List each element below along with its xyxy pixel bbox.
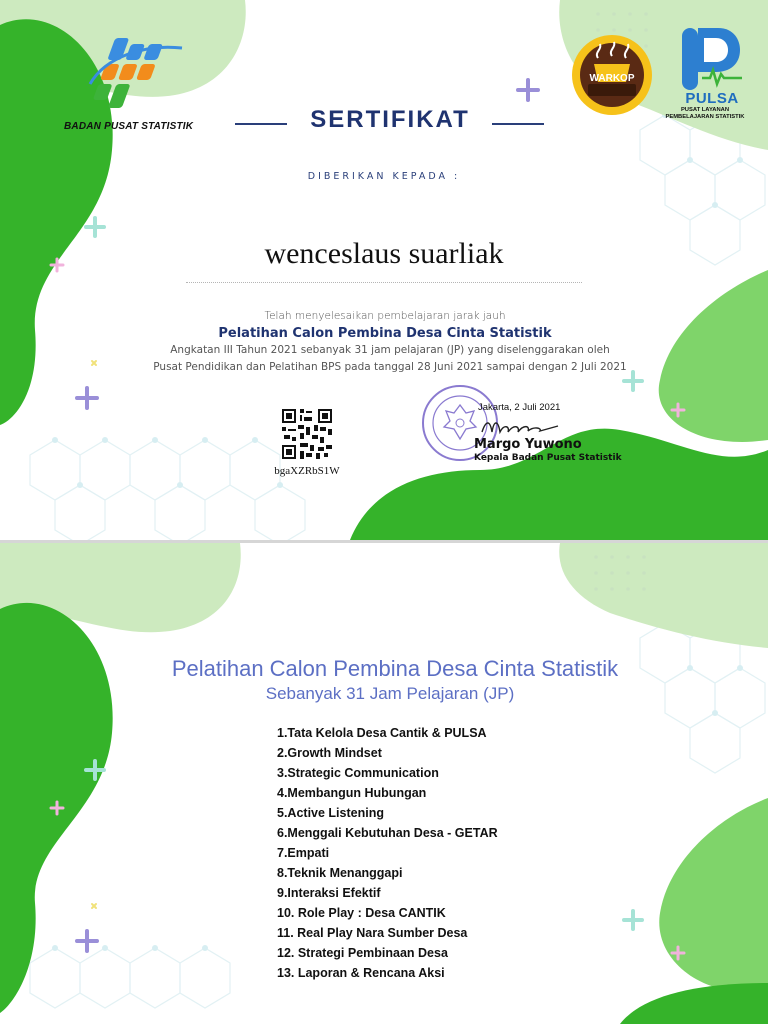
signature-icon [478, 412, 564, 440]
module-item: 5.Active Listening [277, 806, 384, 820]
given-to-label: DIBERIKAN KEPADA : [307, 171, 461, 182]
qr-code-text: bgaXZRbS1W [274, 465, 340, 477]
qr-code-icon [282, 409, 332, 459]
module-item: 11. Real Play Nara Sumber Desa [277, 926, 468, 940]
pulsa-label: PULSA [685, 90, 739, 107]
title-right-rule [492, 123, 544, 125]
recipient-name: wenceslaus suarliak [264, 237, 504, 270]
completion-text: Telah menyelesaikan pembelajaran jarak jauh [264, 310, 506, 322]
module-item: 7.Empati [277, 846, 330, 860]
pulsa-sublabel-line-2: PEMBELAJARAN STATISTIK [665, 114, 745, 120]
back-page-subtitle: Sebanyak 31 Jam Pelajaran (JP) [265, 684, 515, 703]
course-name: Pelatihan Calon Pembina Desa Cinta Statistik [218, 326, 552, 341]
module-item: 4.Membangun Hubungan [277, 786, 427, 800]
module-item: 9.Interaksi Efektif [277, 886, 381, 900]
warkop-label: WARKOP [589, 73, 635, 84]
name-dotted-line [186, 282, 582, 283]
back-page-title: Pelatihan Calon Pembina Desa Cinta Statistik [171, 656, 619, 681]
signature-place-date: Jakarta, 2 Juli 2021 [478, 402, 561, 413]
module-item: 2.Growth Mindset [277, 746, 382, 760]
module-item: 10. Role Play : Desa CANTIK [277, 906, 446, 920]
detail-line-1: Angkatan III Tahun 2021 sebanyak 31 jam pelajaran (JP) yang diselenggarakan oleh [170, 344, 610, 356]
signatory-title: Kepala Badan Pusat Statistik [474, 453, 622, 463]
certificate-back-page [0, 543, 768, 1024]
bps-logo-icon [86, 36, 186, 116]
pulsa-sublabel [650, 107, 760, 121]
module-item: 6.Menggali Kebutuhan Desa - GETAR [277, 826, 498, 840]
organization-name: BADAN PUSAT STATISTIK [64, 121, 194, 132]
module-item: 12. Strategi Pembinaan Desa [277, 946, 448, 960]
module-item: 3.Strategic Communication [277, 766, 439, 780]
detail-line-2: Pusat Pendidikan dan Pelatihan BPS pada tanggal 28 Juni 2021 sampai dengan 2 Juli 2021 [153, 361, 627, 373]
pulsa-sublabel-line-1: PUSAT LAYANAN [680, 107, 730, 113]
module-item: 13. Laporan & Rencana Aksi [277, 966, 445, 980]
title-left-rule [235, 123, 287, 125]
module-item: 8.Teknik Menanggapi [277, 866, 403, 880]
pulsa-logo-icon [680, 26, 744, 92]
certificate-title: SERTIFIKAT [310, 106, 470, 133]
module-list [277, 723, 498, 983]
module-item: 1.Tata Kelola Desa Cantik & PULSA [277, 726, 487, 740]
signatory-name: Margo Yuwono [474, 437, 582, 452]
